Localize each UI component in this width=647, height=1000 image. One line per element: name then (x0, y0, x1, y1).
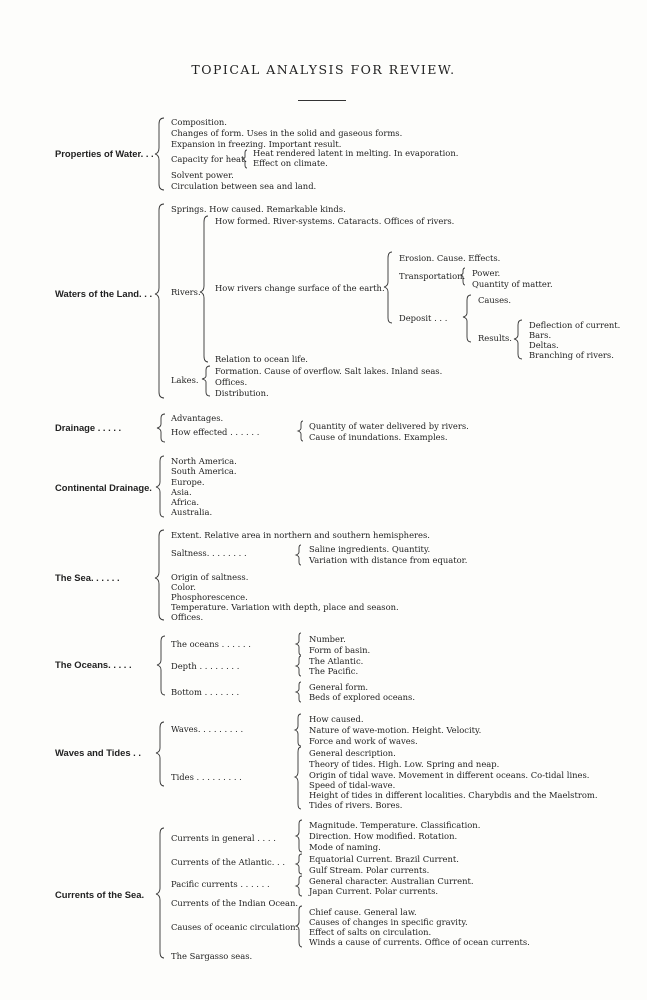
how-item: Quantity of water delivered by rivers. (309, 421, 469, 431)
water-item: Changes of form. Uses in the solid and gaseous forms. (171, 128, 403, 138)
sea-item: Color. (171, 582, 196, 592)
bracket-atlantic (296, 854, 302, 874)
causes-item: Winds a cause of currents. Office of ocean currents. (309, 937, 530, 947)
tides-item: Origin of tidal wave. Movement in different oceans. Co-tidal lines. (309, 770, 590, 780)
causes-item: Effect of salts on circulation. (309, 927, 432, 937)
depth-item: The Pacific. (309, 666, 359, 676)
waves-item: Nature of wave-motion. Height. Velocity. (309, 725, 482, 735)
results-item: Deltas. (529, 340, 559, 350)
bracket-tides (295, 747, 301, 809)
bracket-drainage (157, 414, 165, 442)
heading-land: Waters of the Land. . . (55, 288, 153, 299)
bracket-pacific (296, 876, 302, 896)
waves-item: Force and work of waves. (309, 736, 418, 746)
tides-item: Theory of tides. High. Low. Spring and neap. (309, 759, 500, 769)
bracket-oceans (157, 636, 165, 695)
heading-water: Properties of Water. . . (55, 148, 154, 159)
continent: South America. (171, 466, 237, 476)
relation: Relation to ocean life. (215, 354, 308, 364)
lakes-item: Distribution. (215, 388, 269, 398)
tides-item: Speed of tidal-wave. (309, 780, 396, 790)
lakes-item: Offices. (215, 377, 248, 387)
deposit: Deposit . . . (399, 313, 448, 323)
bracket-how (298, 421, 303, 441)
transport-item: Power. (472, 268, 501, 278)
depth-label: Depth . . . . . . . . (171, 661, 240, 671)
tides-item: Tides of rivers. Bores. (309, 800, 403, 810)
lakes-label: Lakes. (171, 375, 199, 385)
causes-item: Causes of changes in specific gravity. (309, 917, 468, 927)
waves-item: How caused. (309, 714, 364, 724)
sea-item: Temperature. Variation with depth, place and season. (171, 602, 399, 612)
heading-currents: Currents of the Sea. (55, 889, 145, 900)
bottom-label: Bottom . . . . . . . (171, 687, 240, 697)
tides-label: Tides . . . . . . . . . (171, 772, 242, 782)
general-item: Magnitude. Temperature. Classification. (309, 820, 481, 830)
advantages: Advantages. (171, 413, 224, 423)
tides-item: Height of tides in different localities. Charybdis and the Maelstrom. (309, 790, 598, 800)
oceans-label: The oceans . . . . . . (171, 639, 251, 649)
atlantic-item: Gulf Stream. Polar currents. (309, 865, 430, 875)
transport-item: Quantity of matter. (472, 279, 553, 289)
lakes-item: Formation. Cause of overflow. Salt lakes. Inland seas. (215, 366, 443, 376)
heading-oceans: The Oceans. . . . . (55, 659, 132, 670)
continent: North America. (171, 456, 237, 466)
general-label: Currents in general . . . . (171, 833, 276, 843)
bottom-item: General form. (309, 682, 369, 692)
sea-item: Phosphorescence. (171, 592, 248, 602)
saltness-item: Variation with distance from equator. (309, 555, 468, 565)
bracket-oceans-items (296, 633, 301, 655)
continent: Africa. (171, 497, 200, 507)
sea-item: Offices. (171, 612, 204, 622)
results: Results. (478, 333, 512, 343)
water-item: Expansion in freezing. Important result. (171, 139, 342, 149)
bracket-bottom (296, 682, 301, 702)
continent: Australia. (171, 507, 213, 517)
oceans-item: Form of basin. (309, 645, 371, 655)
causes-label: Causes of oceanic circulation. (171, 922, 299, 932)
bracket-rivers (200, 216, 208, 362)
page-title: TOPICAL ANALYSIS FOR REVIEW. (191, 62, 456, 77)
sargasso-label: The Sargasso seas. (171, 951, 253, 961)
bracket-currents (156, 828, 164, 958)
sea-extent: Extent. Relative area in northern and southern hemispheres. (171, 530, 430, 540)
springs: Springs. How caused. Remarkable kinds. (171, 204, 346, 214)
bracket-saltness (296, 545, 301, 565)
causes-item: Chief cause. General law. (309, 907, 417, 917)
bracket-waves-tides (156, 722, 164, 786)
transportation: Transportation. (399, 271, 466, 281)
water-item: Capacity for heat. (171, 154, 248, 164)
heading-sea: The Sea. . . . . . (55, 572, 120, 583)
bracket-sea (155, 530, 164, 620)
bracket-deposit (463, 295, 471, 342)
bracket-land (155, 204, 164, 398)
saltness: Saltness. . . . . . . . (171, 548, 247, 558)
heat-item: Effect on climate. (253, 158, 328, 168)
tides-item: General description. (309, 748, 396, 758)
results-item: Bars. (529, 330, 552, 340)
bottom-item: Beds of explored oceans. (309, 692, 416, 702)
pacific-label: Pacific currents . . . . . . (171, 879, 270, 889)
how-item: Cause of inundations. Examples. (309, 432, 448, 442)
pacific-item: Japan Current. Polar currents. (309, 886, 439, 896)
erosion: Erosion. Cause. Effects. (399, 253, 501, 263)
rivers-formed: How formed. River-systems. Cataracts. Offices of rivers. (215, 216, 455, 226)
heat-item: Heat rendered latent in melting. In evaporation. (253, 148, 459, 158)
atlantic-item: Equatorial Current. Brazil Current. (309, 854, 459, 864)
pacific-item: General character. Australian Current. (309, 876, 474, 886)
water-item: Solvent power. (171, 170, 234, 180)
depth-item: The Atlantic. (309, 656, 364, 666)
heading-continental: Continental Drainage. (55, 482, 152, 493)
continent: Europe. (171, 477, 205, 487)
bracket-general (296, 820, 302, 852)
bracket-water (155, 118, 164, 190)
general-item: Mode of naming. (309, 842, 381, 852)
bracket-results (514, 320, 522, 359)
causes: Causes. (478, 295, 512, 305)
heading-waves: Waves and Tides . . (55, 747, 141, 758)
how-effected: How effected . . . . . . (171, 427, 260, 437)
continent: Asia. (171, 487, 192, 497)
saltness-item: Saline ingredients. Quantity. (309, 544, 431, 554)
heading-drainage: Drainage . . . . . (55, 422, 122, 433)
atlantic-label: Currents of the Atlantic. . . (171, 857, 286, 867)
sea-item: Origin of saltness. (171, 572, 249, 582)
general-item: Direction. How modified. Rotation. (309, 831, 458, 841)
rivers-change: How rivers change surface of the earth. (215, 283, 385, 293)
oceans-item: Number. (309, 634, 346, 644)
waves-label: Waves. . . . . . . . . (171, 724, 244, 734)
bracket-depth (296, 656, 301, 676)
rivers-label: Rivers. (171, 287, 201, 297)
water-item: Composition. (171, 117, 227, 127)
results-item: Deflection of current. (529, 320, 621, 330)
bracket-lakes (202, 366, 210, 396)
bracket-waves (295, 714, 301, 746)
water-item: Circulation between sea and land. (171, 181, 317, 191)
bracket-change (384, 252, 392, 323)
results-item: Branching of rivers. (529, 350, 614, 360)
bracket-continental (156, 456, 164, 517)
indian-label: Currents of the Indian Ocean. (171, 898, 299, 908)
